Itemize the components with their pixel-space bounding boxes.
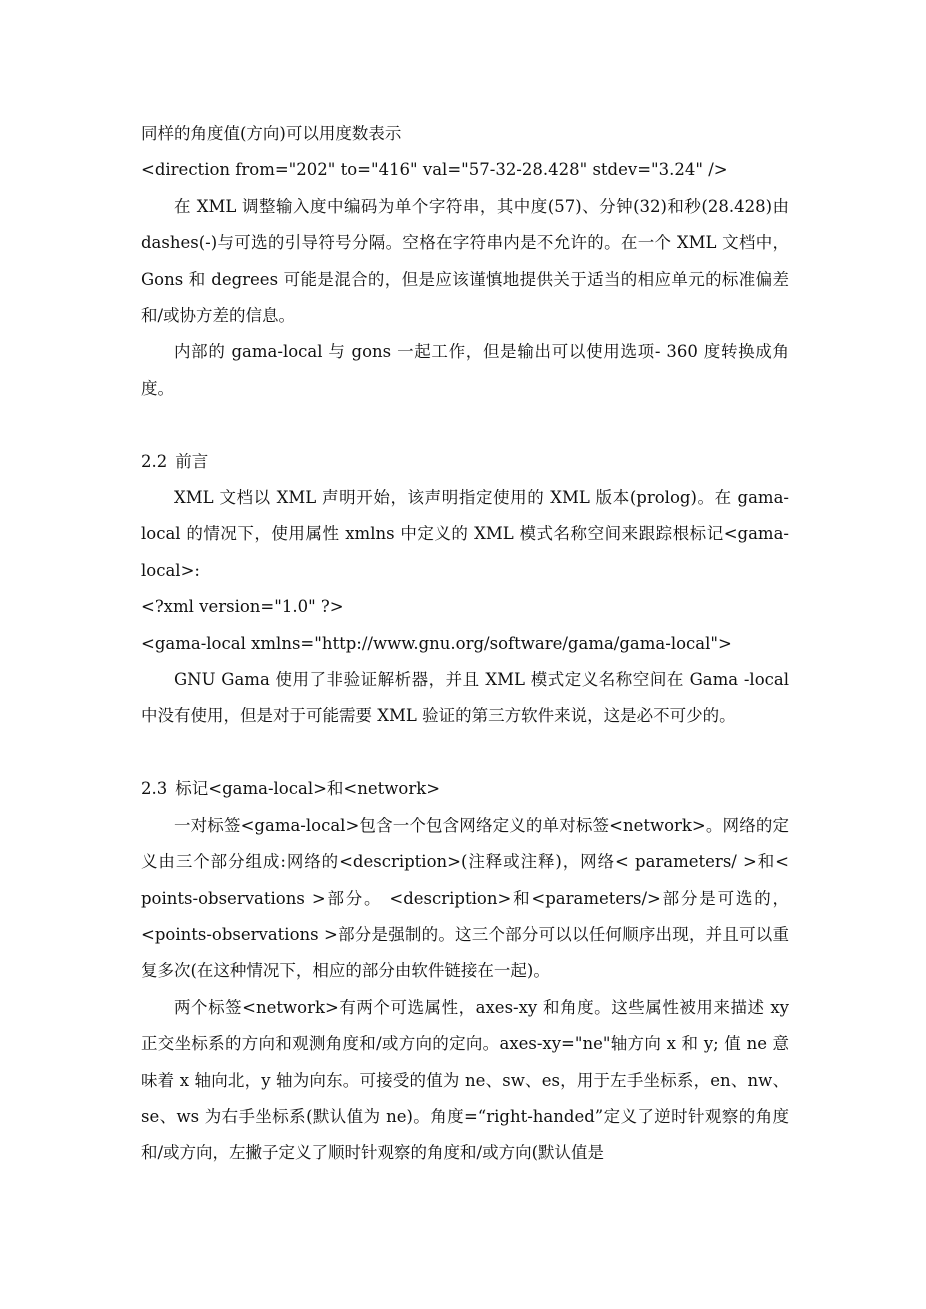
section-title: 标记<gama-local>和<network>: [175, 779, 441, 799]
paragraph-degree-encoding: 在 XML 调整输入度中编码为单个字符串，其中度(57)、分钟(32)和秒(28.428)由 dashes(-)与可选的引导符号分隔。空格在字符串内是不允许的。在一个 XML 文档中，Gons 和 degrees 可能是混合的，但是应该谨慎地提供关于适当的相应单元的标准偏差和/或协方差的信息。: [141, 196, 789, 326]
section-heading-2-3: [141, 771, 789, 807]
paragraph-prolog: XML 文档以 XML 声明开始，该声明指定使用的 XML 版本(prolog)。在 gama-local 的情况下，使用属性 xmlns 中定义的 XML 模式名称空间来跟踪根标记<gama-local>:: [141, 488, 789, 580]
document-page: [141, 116, 789, 1172]
spacer: [141, 407, 789, 443]
gama-local-root-code: <gama-local xmlns="http://www.gnu.org/software/gama/gama-local">: [141, 633, 732, 653]
section-heading-2-2: [141, 444, 789, 480]
xml-declaration-code: <?xml version="1.0" ?>: [141, 597, 344, 617]
section-title: 前言: [175, 451, 209, 471]
section-number: 2.2: [141, 451, 168, 471]
spacer: [141, 735, 789, 771]
paragraph-network-attributes: 两个标签<network>有两个可选属性，axes-xy 和角度。这些属性被用来描述 xy 正交坐标系的方向和观测角度和/或方向的定向。axes-xy="ne"轴方向 x 和 y; 值 ne 意味着 x 轴向北，y 轴为向东。可接受的值为 ne、sw、es，用于左手坐标系，en、nw、se、ws 为右手坐标系(默认值为 ne)。角度=“right-handed”定义了逆时针观察的角度和/或方向，左撇子定义了顺时针观察的角度和/或方向(默认值是: [141, 997, 789, 1163]
section-number: 2.3: [141, 779, 168, 799]
direction-code-example: <direction from="202" to="416" val="57-32-28.428" stdev="3.24" />: [141, 160, 728, 180]
paragraph-network-structure: 一对标签<gama-local>包含一个包含网络定义的单对标签<network>。网络的定义由三个部分组成:网络的<description>(注释或注释)，网络< parameters/ >和< points-observations >部分。 <description>和<parameters/>部分是可选的，<points-observations >部分是强制的。这三个部分可以以任何顺序出现，并且可以重复多次(在这种情况下，相应的部分由软件链接在一起)。: [141, 815, 789, 981]
paragraph-parser: GNU Gama 使用了非验证解析器，并且 XML 模式定义名称空间在 Gama -local 中没有使用，但是对于可能需要 XML 验证的第三方软件来说，这是必不可少的。: [141, 670, 789, 726]
intro-line: 同样的角度值(方向)可以用度数表示: [141, 124, 402, 143]
paragraph-gons-output: 内部的 gama-local 与 gons 一起工作，但是输出可以使用选项- 360 度转换成角度。: [141, 342, 789, 398]
